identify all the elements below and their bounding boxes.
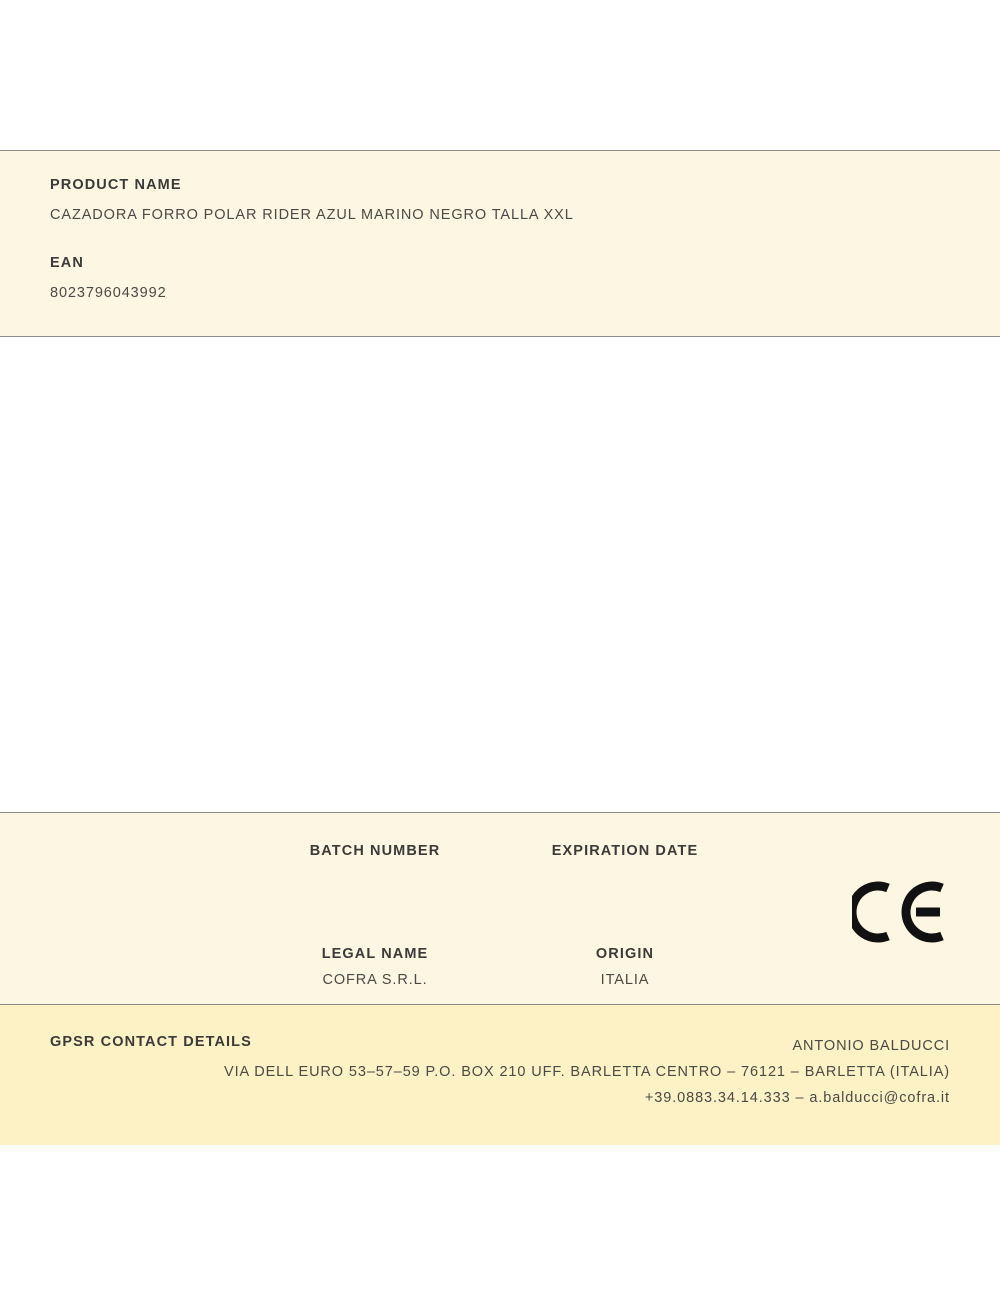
gpsr-contact-title: GPSR CONTACT DETAILS bbox=[50, 1034, 252, 1050]
batch-and-legal-block bbox=[0, 812, 1000, 1005]
blank-content-area bbox=[0, 337, 1000, 812]
product-identification-block bbox=[0, 150, 1000, 337]
expiration-date-value bbox=[500, 869, 750, 886]
legal-row-spacer-left bbox=[0, 946, 250, 989]
legal-row-spacer-right bbox=[750, 946, 1000, 989]
batch-row-spacer-left bbox=[0, 843, 250, 886]
ean-value: 8023796043992 bbox=[50, 285, 167, 301]
batch-row-upper bbox=[0, 843, 1000, 886]
origin-value: ITALIA bbox=[600, 972, 650, 988]
product-name-value: CAZADORA FORRO POLAR RIDER AZUL MARINO NEGRO TALLA XXL bbox=[50, 207, 574, 223]
ean-label: EAN bbox=[50, 255, 84, 271]
gpsr-contact-phone-email: +39.0883.34.14.333 – a.balducci@cofra.it bbox=[644, 1090, 950, 1106]
product-name-field bbox=[50, 177, 950, 223]
bottom-margin bbox=[0, 1145, 1000, 1300]
top-margin bbox=[0, 0, 1000, 150]
legal-name-field bbox=[250, 946, 500, 989]
expiration-date-label: EXPIRATION DATE bbox=[551, 843, 699, 859]
gpsr-contact-block bbox=[0, 1005, 1000, 1145]
batch-row-spacer-right bbox=[750, 843, 1000, 886]
batch-number-value bbox=[250, 869, 500, 886]
origin-label: ORIGIN bbox=[595, 946, 655, 962]
product-name-label: PRODUCT NAME bbox=[50, 177, 182, 193]
batch-row-lower bbox=[0, 946, 1000, 989]
ce-marking-icon bbox=[852, 881, 948, 943]
legal-name-value: COFRA S.R.L. bbox=[322, 972, 428, 988]
expiration-date-field bbox=[500, 843, 750, 886]
gpsr-contact-address: VIA DELL EURO 53–57–59 P.O. BOX 210 UFF. BARLETTA CENTRO – 76121 – BARLETTA (ITALIA) bbox=[224, 1064, 950, 1080]
origin-field bbox=[500, 946, 750, 989]
batch-number-label: BATCH NUMBER bbox=[309, 843, 441, 859]
batch-number-field bbox=[250, 843, 500, 886]
gpsr-contact-name: ANTONIO BALDUCCI bbox=[792, 1038, 950, 1054]
legal-name-label: LEGAL NAME bbox=[321, 946, 429, 962]
ean-field bbox=[50, 255, 950, 301]
